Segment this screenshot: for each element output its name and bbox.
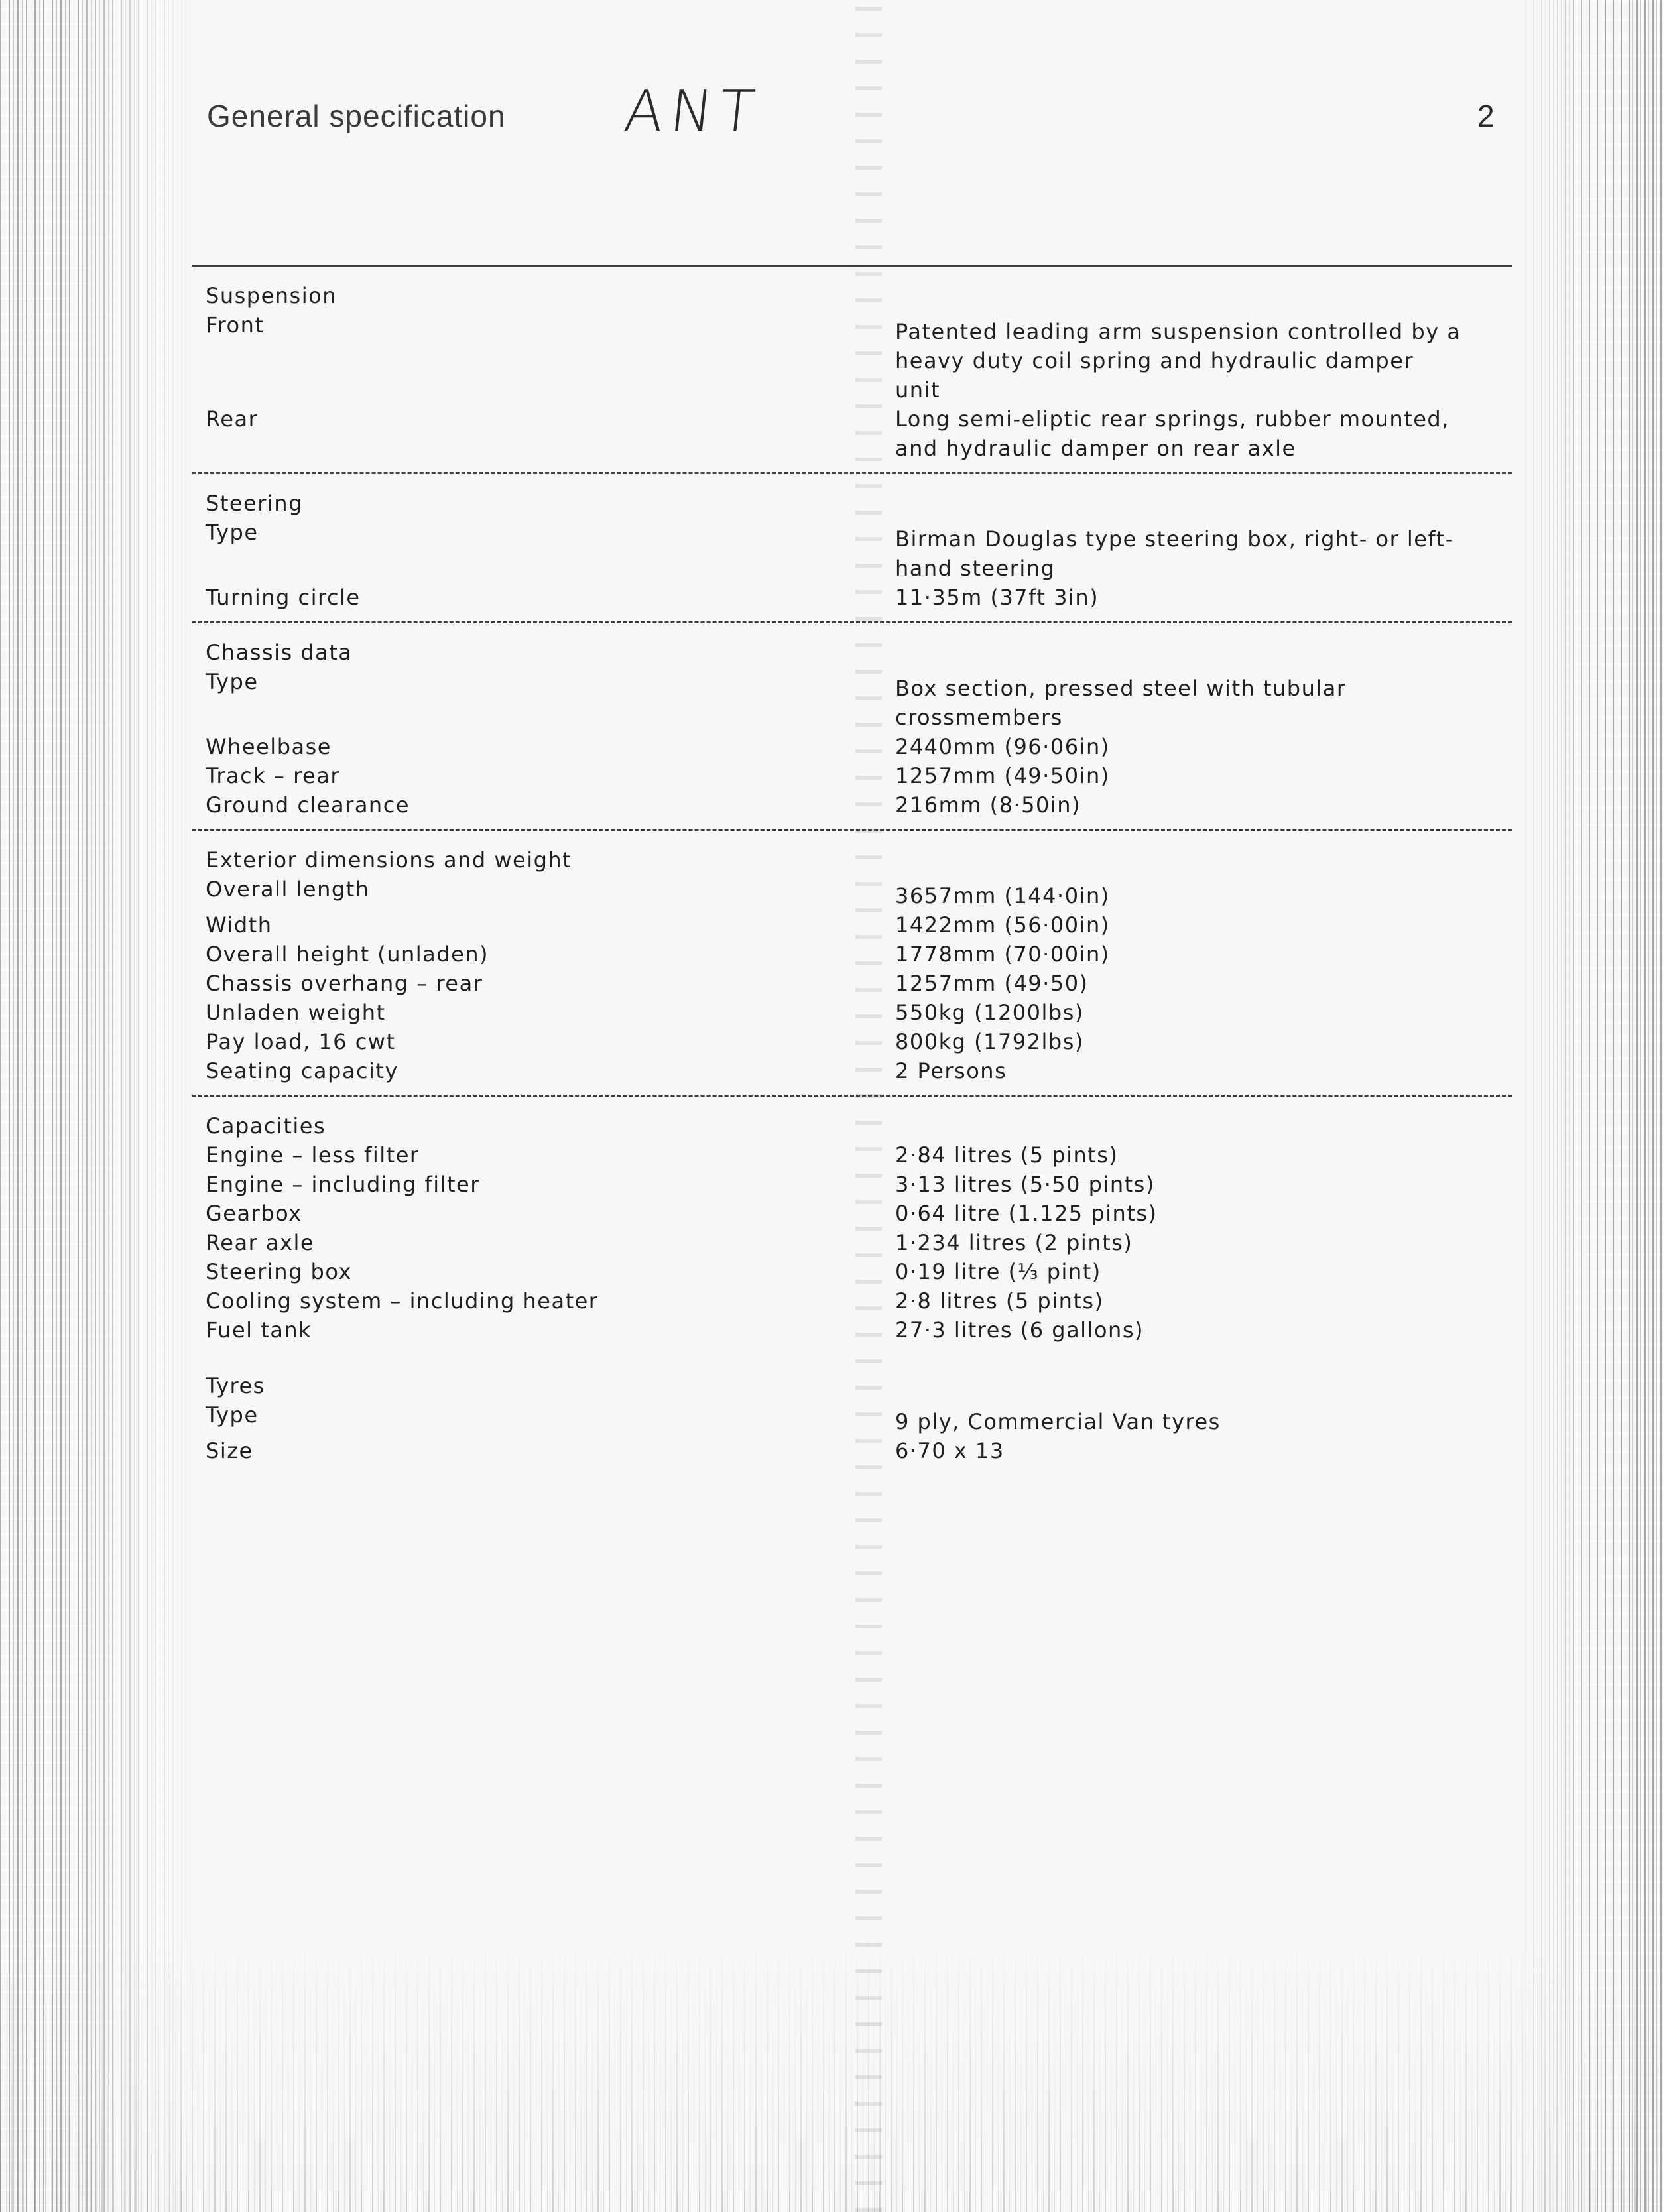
spec-label: Type: [206, 1402, 259, 1428]
spec-label: Unladen weight: [206, 1000, 386, 1025]
spec-row: [192, 940, 1512, 969]
spec-row: [192, 1027, 1512, 1056]
spec-label: Overall height (unladen): [206, 942, 489, 967]
spec-label: Wheelbase: [206, 734, 332, 759]
scan-noise-left: [0, 0, 199, 2212]
spec-value: Long semi-eliptic rear springs, rubber mounted, and hydraulic damper on rear axle: [895, 406, 1449, 461]
section-chassis-data: [192, 621, 1512, 829]
spec-row: [192, 1400, 1512, 1436]
spec-value: Birman Douglas type steering box, right- or left-hand steering: [895, 526, 1454, 581]
section-heading: Suspension: [206, 283, 337, 308]
spec-row: [192, 998, 1512, 1027]
section-capacities: [192, 1095, 1512, 1354]
section-heading: Chassis data: [206, 640, 353, 665]
spec-row: [192, 732, 1512, 761]
scan-noise-right: [1517, 0, 1663, 2212]
page-title: General specification: [207, 99, 506, 133]
section-heading: Exterior dimensions and weight: [206, 847, 572, 873]
spec-table: [192, 265, 1512, 1475]
spec-label: Engine – including filter: [206, 1172, 480, 1197]
spec-value: 6·70 x 13: [895, 1438, 1005, 1463]
spec-label: Pay load, 16 cwt: [206, 1029, 396, 1054]
handwritten-note: ANT: [621, 78, 765, 145]
spec-value: Patented leading arm suspension controlled by a heavy duty coil spring and hydraulic damper unit: [895, 319, 1461, 402]
spec-value: 2 Persons: [895, 1058, 1007, 1083]
spec-label: Fuel tank: [206, 1318, 312, 1343]
spec-row: [192, 1170, 1512, 1199]
spec-row: [192, 310, 1512, 404]
spec-value: 1·234 litres (2 pints): [895, 1230, 1133, 1255]
section-tyres: [192, 1354, 1512, 1475]
spec-row: [192, 875, 1512, 910]
section-heading: Steering: [206, 491, 303, 516]
spec-row: [192, 518, 1512, 583]
section-heading: Capacities: [206, 1113, 326, 1138]
spec-row: [192, 1199, 1512, 1228]
spec-label: Rear: [206, 406, 259, 432]
spec-value: 0·64 litre (1.125 pints): [895, 1201, 1158, 1226]
spec-label: Overall length: [206, 877, 370, 902]
scan-noise-bottom: [0, 1934, 1663, 2212]
section-steering: [192, 472, 1512, 621]
spec-label: Front: [206, 312, 265, 338]
spec-label: Seating capacity: [206, 1058, 399, 1083]
spec-value: 216mm (8·50in): [895, 792, 1081, 818]
spec-value: 3657mm (144·0in): [895, 883, 1110, 908]
spec-value: 0·19 litre (⅓ pint): [895, 1259, 1101, 1284]
spec-value: Box section, pressed steel with tubular crossmembers: [895, 676, 1347, 730]
spec-row: [192, 1257, 1512, 1286]
spec-value: 550kg (1200lbs): [895, 1000, 1084, 1025]
spec-row: [192, 1316, 1512, 1345]
spec-value: 800kg (1792lbs): [895, 1029, 1084, 1054]
spec-label: Engine – less filter: [206, 1142, 420, 1168]
spec-value: 2·84 litres (5 pints): [895, 1142, 1119, 1168]
spec-row: [192, 1056, 1512, 1085]
spec-row: [192, 1286, 1512, 1316]
spec-row: [192, 667, 1512, 732]
spec-label: Turning circle: [206, 585, 361, 610]
spec-label: Type: [206, 669, 259, 694]
spec-row: [192, 790, 1512, 820]
spec-row: [192, 583, 1512, 612]
spec-value: 1422mm (56·00in): [895, 912, 1110, 938]
section-exterior-dimensions: [192, 829, 1512, 1095]
spec-row: [192, 1228, 1512, 1257]
spec-value: 2·8 litres (5 pints): [895, 1288, 1104, 1314]
spec-label: Chassis overhang – rear: [206, 971, 483, 996]
spec-value: 27·3 litres (6 gallons): [895, 1318, 1144, 1343]
spec-label: Cooling system – including heater: [206, 1288, 599, 1314]
spec-label: Width: [206, 912, 273, 938]
page-number: 2: [1477, 99, 1495, 133]
spec-value: 2440mm (96·06in): [895, 734, 1110, 759]
spec-value: 1257mm (49·50in): [895, 763, 1110, 788]
spec-row: [192, 969, 1512, 998]
spec-label: Type: [206, 520, 259, 545]
spec-label: Track – rear: [206, 763, 340, 788]
spec-value: 1257mm (49·50): [895, 971, 1089, 996]
spec-value: 1778mm (70·00in): [895, 942, 1110, 967]
spec-label: Ground clearance: [206, 792, 410, 818]
section-heading: Tyres: [206, 1373, 265, 1398]
spec-value: 3·13 litres (5·50 pints): [895, 1172, 1155, 1197]
spec-row: [192, 1436, 1512, 1465]
spec-value: 11·35m (37ft 3in): [895, 585, 1099, 610]
spec-label: Gearbox: [206, 1201, 302, 1226]
spec-row: [192, 1140, 1512, 1170]
spec-label: Size: [206, 1438, 253, 1463]
spec-row: [192, 910, 1512, 940]
section-suspension: [192, 265, 1512, 472]
spec-row: [192, 404, 1512, 463]
spec-label: Rear axle: [206, 1230, 315, 1255]
spec-row: [192, 761, 1512, 790]
spec-label: Steering box: [206, 1259, 352, 1284]
spec-value: 9 ply, Commercial Van tyres: [895, 1409, 1221, 1434]
